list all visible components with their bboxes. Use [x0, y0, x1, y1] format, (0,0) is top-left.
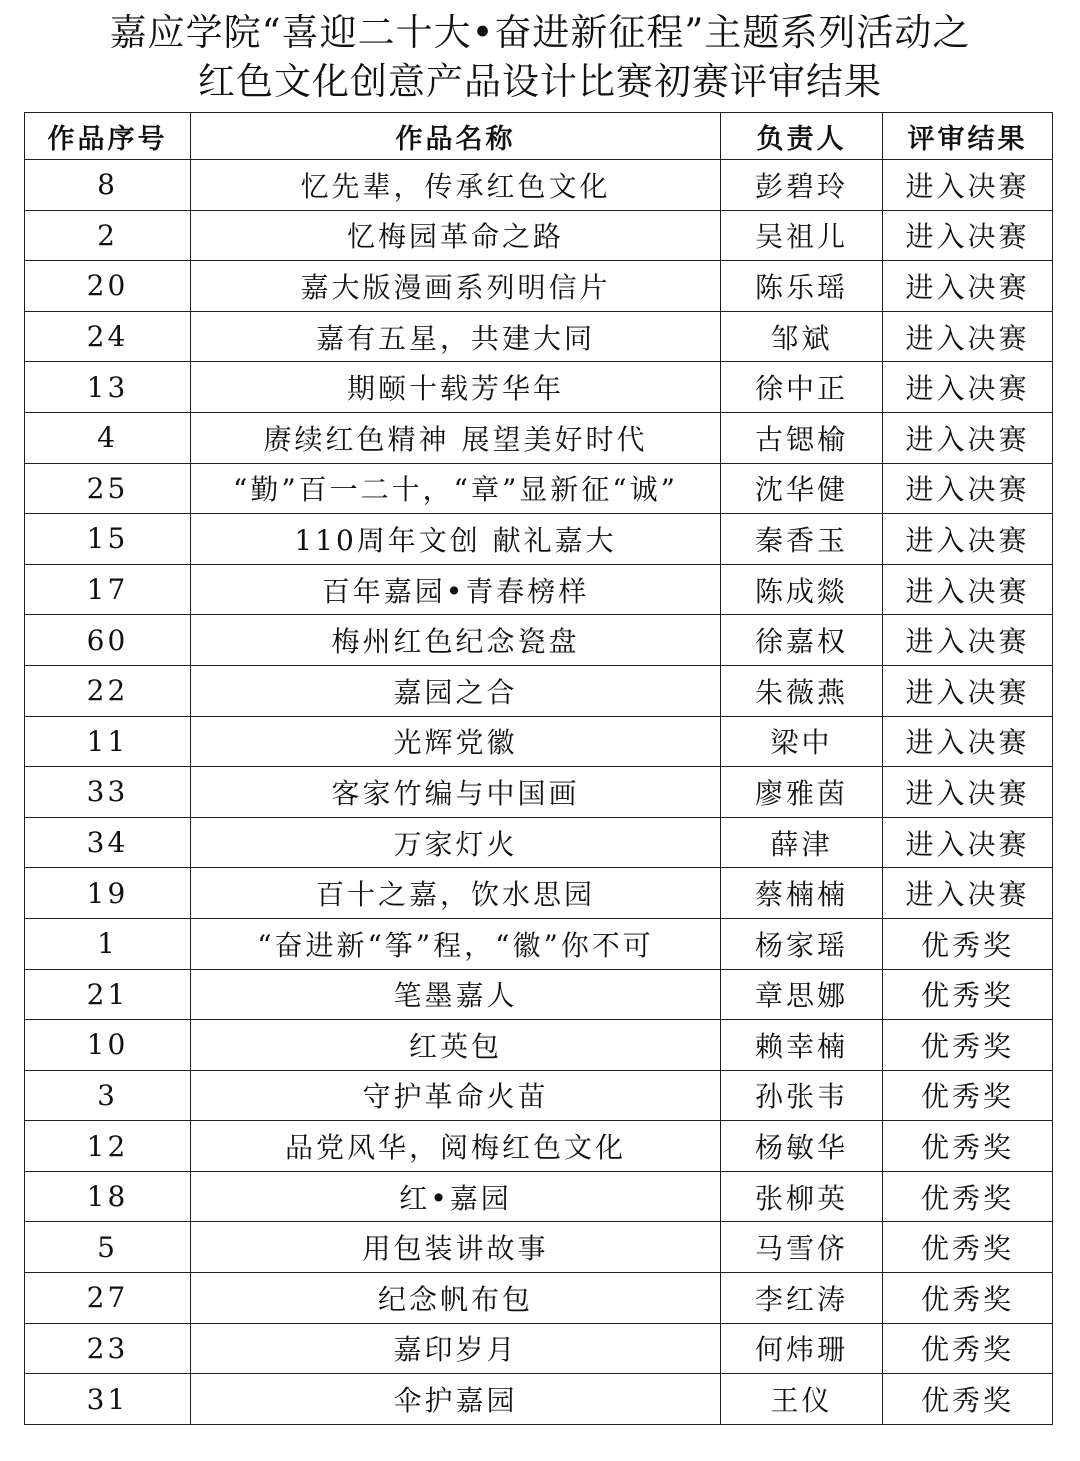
cell-entry-number: 1	[25, 918, 191, 969]
cell-person-in-charge: 吴祖儿	[721, 210, 883, 261]
table-row	[25, 1323, 1053, 1374]
cell-person-in-charge: 孙张韦	[721, 1070, 883, 1121]
cell-review-result: 优秀奖	[883, 1070, 1053, 1121]
cell-review-result: 进入决赛	[883, 716, 1053, 767]
cell-entry-number: 21	[25, 969, 191, 1020]
table-row	[25, 868, 1053, 919]
cell-person-in-charge: 何炜珊	[721, 1323, 883, 1374]
cell-entry-name: 嘉大版漫画系列明信片	[191, 261, 721, 312]
cell-person-in-charge: 廖雅茵	[721, 767, 883, 818]
cell-entry-number: 34	[25, 817, 191, 868]
cell-entry-number: 24	[25, 311, 191, 362]
cell-review-result: 优秀奖	[883, 1273, 1053, 1324]
cell-entry-name: 红英包	[191, 1020, 721, 1071]
cell-entry-name: 用包装讲故事	[191, 1222, 721, 1273]
cell-person-in-charge: 徐中正	[721, 362, 883, 413]
cell-person-in-charge: 蔡楠楠	[721, 868, 883, 919]
cell-review-result: 进入决赛	[883, 665, 1053, 716]
cell-review-result: 进入决赛	[883, 210, 1053, 261]
title-line-1: 嘉应学院“喜迎二十大•奋进新征程”主题系列活动之	[109, 11, 971, 54]
cell-entry-number: 5	[25, 1222, 191, 1273]
table-row	[25, 716, 1053, 767]
cell-entry-name: 伞护嘉园	[191, 1374, 721, 1425]
table-row	[25, 514, 1053, 565]
cell-entry-number: 33	[25, 767, 191, 818]
header-entry-number: 作品序号	[25, 113, 191, 160]
header-person-in-charge: 负责人	[721, 113, 883, 160]
cell-person-in-charge: 邹斌	[721, 311, 883, 362]
cell-person-in-charge: 李红涛	[721, 1273, 883, 1324]
cell-review-result: 进入决赛	[883, 615, 1053, 666]
cell-entry-name: 纪念帆布包	[191, 1273, 721, 1324]
cell-entry-number: 11	[25, 716, 191, 767]
cell-entry-number: 2	[25, 210, 191, 261]
cell-person-in-charge: 赖幸楠	[721, 1020, 883, 1071]
cell-entry-name: 守护革命火苗	[191, 1070, 721, 1121]
table-header-row	[25, 113, 1053, 160]
cell-person-in-charge: 杨家瑶	[721, 918, 883, 969]
cell-entry-name: 光辉党徽	[191, 716, 721, 767]
cell-review-result: 进入决赛	[883, 261, 1053, 312]
table-row	[25, 969, 1053, 1020]
cell-entry-number: 27	[25, 1273, 191, 1324]
table-row	[25, 210, 1053, 261]
cell-person-in-charge: 章思娜	[721, 969, 883, 1020]
cell-person-in-charge: 张柳英	[721, 1171, 883, 1222]
cell-entry-number: 4	[25, 412, 191, 463]
cell-review-result: 优秀奖	[883, 1374, 1053, 1425]
cell-entry-name: 嘉有五星，共建大同	[191, 311, 721, 362]
cell-entry-name: 110周年文创 献礼嘉大	[191, 514, 721, 565]
cell-entry-name: 品党风华，阅梅红色文化	[191, 1121, 721, 1172]
cell-entry-number: 22	[25, 665, 191, 716]
table-row	[25, 1222, 1053, 1273]
cell-entry-number: 18	[25, 1171, 191, 1222]
cell-entry-name: 百十之嘉，饮水思园	[191, 868, 721, 919]
table-row	[25, 261, 1053, 312]
cell-person-in-charge: 马雪侪	[721, 1222, 883, 1273]
cell-review-result: 进入决赛	[883, 412, 1053, 463]
cell-review-result: 优秀奖	[883, 1121, 1053, 1172]
cell-person-in-charge: 古锶榆	[721, 412, 883, 463]
cell-entry-name: 期颐十载芳华年	[191, 362, 721, 413]
cell-entry-number: 12	[25, 1121, 191, 1172]
table-row	[25, 615, 1053, 666]
cell-entry-name: 忆梅园革命之路	[191, 210, 721, 261]
table-row	[25, 665, 1053, 716]
title-line-2: 红色文化创意产品设计比赛初赛评审结果	[198, 60, 882, 103]
cell-review-result: 进入决赛	[883, 868, 1053, 919]
cell-entry-name: 梅州红色纪念瓷盘	[191, 615, 721, 666]
cell-review-result: 优秀奖	[883, 1222, 1053, 1273]
cell-entry-number: 25	[25, 463, 191, 514]
cell-entry-number: 31	[25, 1374, 191, 1425]
results-table	[24, 112, 1053, 1425]
cell-review-result: 进入决赛	[883, 311, 1053, 362]
table-row	[25, 160, 1053, 211]
table-row	[25, 362, 1053, 413]
table-row	[25, 767, 1053, 818]
table-row	[25, 1070, 1053, 1121]
cell-review-result: 进入决赛	[883, 514, 1053, 565]
table-row	[25, 463, 1053, 514]
cell-person-in-charge: 王仪	[721, 1374, 883, 1425]
cell-entry-number: 13	[25, 362, 191, 413]
table-row	[25, 1171, 1053, 1222]
cell-entry-number: 20	[25, 261, 191, 312]
table-row	[25, 1121, 1053, 1172]
cell-entry-name: “勤”百一二十，“章”显新征“诚”	[191, 463, 721, 514]
table-row	[25, 1374, 1053, 1425]
table-row	[25, 311, 1053, 362]
cell-person-in-charge: 薛津	[721, 817, 883, 868]
header-entry-name: 作品名称	[191, 113, 721, 160]
table-row	[25, 1020, 1053, 1071]
table-row	[25, 1273, 1053, 1324]
cell-review-result: 优秀奖	[883, 1323, 1053, 1374]
cell-entry-name: 忆先辈，传承红色文化	[191, 160, 721, 211]
cell-entry-name: “奋进新“筝”程，“徽”你不可	[191, 918, 721, 969]
cell-person-in-charge: 秦香玉	[721, 514, 883, 565]
table-row	[25, 412, 1053, 463]
cell-review-result: 优秀奖	[883, 1171, 1053, 1222]
cell-entry-name: 百年嘉园•青春榜样	[191, 564, 721, 615]
cell-entry-name: 嘉印岁月	[191, 1323, 721, 1374]
cell-review-result: 进入决赛	[883, 817, 1053, 868]
cell-entry-number: 8	[25, 160, 191, 211]
cell-entry-number: 15	[25, 514, 191, 565]
cell-entry-name: 客家竹编与中国画	[191, 767, 721, 818]
cell-person-in-charge: 陈乐瑶	[721, 261, 883, 312]
cell-review-result: 优秀奖	[883, 969, 1053, 1020]
table-row	[25, 918, 1053, 969]
cell-review-result: 进入决赛	[883, 160, 1053, 211]
cell-entry-number: 3	[25, 1070, 191, 1121]
cell-entry-number: 10	[25, 1020, 191, 1071]
cell-person-in-charge: 杨敏华	[721, 1121, 883, 1172]
cell-entry-number: 60	[25, 615, 191, 666]
cell-person-in-charge: 朱薇燕	[721, 665, 883, 716]
cell-entry-name: 赓续红色精神 展望美好时代	[191, 412, 721, 463]
cell-entry-name: 嘉园之合	[191, 665, 721, 716]
cell-entry-name: 万家灯火	[191, 817, 721, 868]
document-title	[0, 8, 1080, 106]
cell-person-in-charge: 沈华健	[721, 463, 883, 514]
cell-entry-name: 红•嘉园	[191, 1171, 721, 1222]
table-row	[25, 817, 1053, 868]
cell-entry-number: 23	[25, 1323, 191, 1374]
cell-review-result: 进入决赛	[883, 767, 1053, 818]
table-row	[25, 564, 1053, 615]
cell-person-in-charge: 徐嘉权	[721, 615, 883, 666]
cell-person-in-charge: 陈成燚	[721, 564, 883, 615]
cell-review-result: 进入决赛	[883, 362, 1053, 413]
cell-review-result: 进入决赛	[883, 564, 1053, 615]
table-body	[25, 160, 1053, 1425]
header-review-result: 评审结果	[883, 113, 1053, 160]
cell-entry-number: 17	[25, 564, 191, 615]
cell-person-in-charge: 彭碧玲	[721, 160, 883, 211]
cell-entry-name: 笔墨嘉人	[191, 969, 721, 1020]
cell-review-result: 优秀奖	[883, 1020, 1053, 1071]
cell-review-result: 优秀奖	[883, 918, 1053, 969]
cell-entry-number: 19	[25, 868, 191, 919]
cell-review-result: 进入决赛	[883, 463, 1053, 514]
cell-person-in-charge: 梁中	[721, 716, 883, 767]
